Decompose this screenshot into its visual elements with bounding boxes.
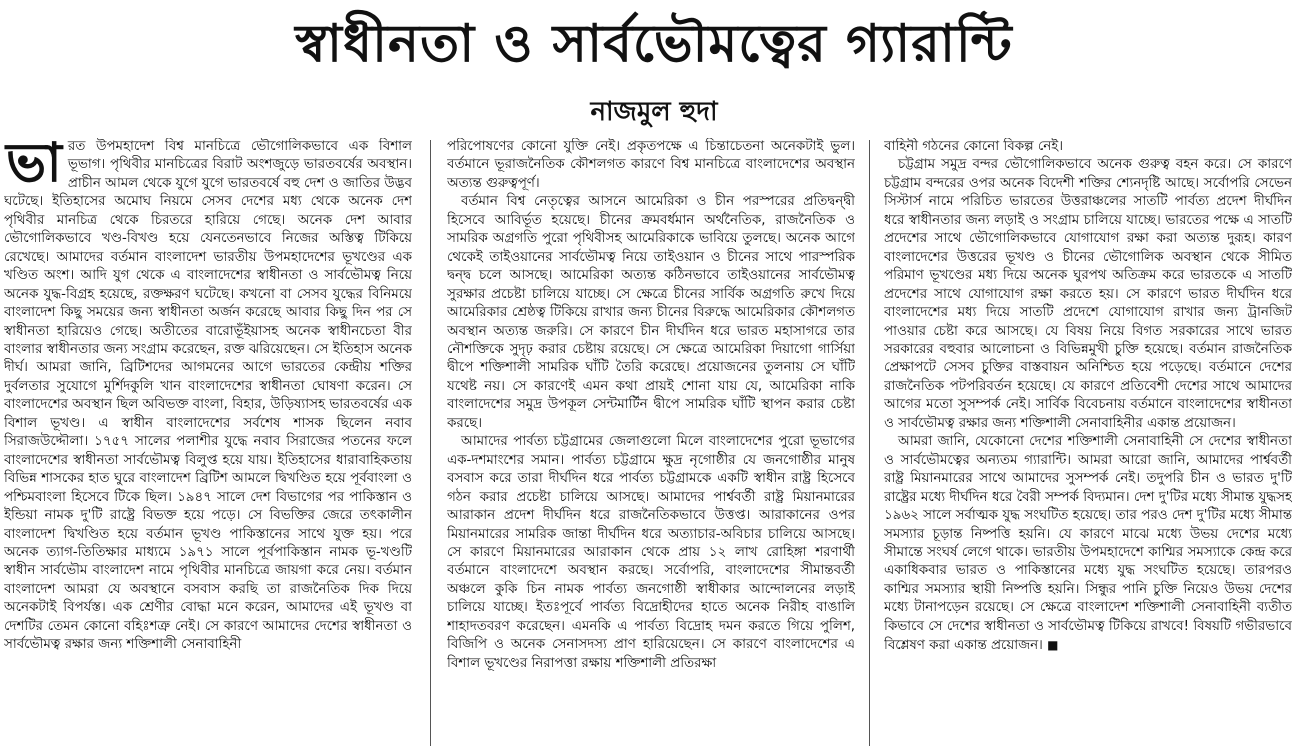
paragraph: বর্তমান বিশ্ব নেতৃত্বের আসনে আমেরিকা ও চীন পরস্পরের প্রতিদ্বন্দ্বী হিসেবে আবির্ভূত হয়েছে। চীনের ক্রমবর্ধমান অর্থনৈতিক, রাজনৈতিক ও সামরিক অগ্রগতি পুরো পৃথিবীসহ আমেরিকাকে ভাবিয়ে তুলছে। অনেক আগে থেকেই তাইওয়ানের সার্বভৌমত্ব নিয়ে তাইওয়ান ও চীনের সাথে পারস্পরিক দ্বন্দ্ব চলে আসছে। আমেরিকা অত্যন্ত কঠিনভাবে তাইওয়ানের সার্বভৌমত্ব সুরক্ষার প্রচেষ্টা চালিয়ে যাচ্ছে। সে ক্ষেত্রে চীনের সার্বিক অগ্রগতি রুখে দিয়ে আমেরিকার শ্রেষ্ঠত্ব টিকিয়ে রাখার জন্য চীনের বিরুদ্ধে আমেরিকার কৌশলগত অবস্থান অত্যন্ত জরুরি। সে কারণে চীন দীর্ঘদিন ধরে ভারত মহাসাগরে তার নৌশক্তিকে সুদৃঢ় করার চেষ্টায় রয়েছে। সে ক্ষেত্রে আমেরিকা দিয়াগো গার্সিয়া দ্বীপে শক্তিশালী সামরিক ঘাঁটি তৈরি করেছে। প্রয়োজনের তুলনায় সে ঘাঁটি যথেষ্ট নয়। সে কারণেই এমন কথা প্রায়ই শোনা যায় যে, আমেরিকা নাকি বাংলাদেশের সমুদ্র উপকূল সেন্টমার্টিন দ্বীপে সামরিক ঘাঁটি স্থাপন করার চেষ্টা করছে।: [447, 194, 855, 431]
paragraph: [884, 433, 1292, 655]
paragraph: পরিপোষণের কোনো যুক্তি নেই। প্রকৃতপক্ষে এ চিন্তাচেতনা অনেকটাই ভুল। বর্তমানে ভূরাজনৈতিক কৌশলগত কারণে বিশ্ব মানচিত্রে বাংলাদেশের অবস্থান অত্যন্ত গুরুত্বপূর্ণ।: [447, 139, 855, 191]
column-1: [4, 138, 412, 748]
paragraph: [4, 138, 412, 655]
column-divider: [869, 140, 870, 746]
article-title: স্বাধীনতা ও সার্বভৌমত্বের গ্যারান্টি: [295, 13, 1013, 74]
paragraph: আমাদের পার্বত্য চট্টগ্রামের জেলাগুলো মিলে বাংলাদেশের পুরো ভূভাগের এক-দশমাংশের সমান। পার্বত্য চট্টগ্রামে ক্ষুদ্র নৃগোষ্ঠীর যে জনগোষ্ঠীর মানুষ বসবাস করে তারা দীর্ঘদিন ধরে পার্বত্য চট্টগ্রামকে একটি স্বাধীন রাষ্ট্র হিসেবে গঠন করার প্রচেষ্টা চালিয়ে আসছে। আমাদের পার্শ্ববর্তী রাষ্ট্র মিয়ানমারের আরাকান প্রদেশ দীর্ঘদিন ধরে রাজনৈতিকভাবে উত্তপ্ত। আরাকানের ওপর মিয়ানমারের সামরিক জান্তা দীর্ঘদিন ধরে অত্যাচার-অবিচার চালিয়ে আসছে। সে কারণে মিয়ানমারের আরাকান থেকে প্রায় ১২ লাখ রোহিঙ্গা শরণার্থী বর্তমানে বাংলাদেশে অবস্থান করছে। সর্বোপরি, বাংলাদেশের সীমান্তবর্তী অঞ্চলে কুকি চিন নামক পার্বত্য জনগোষ্ঠী স্বাধীকার আন্দোলনের লড়াই চালিয়ে যাচ্ছে। ইতঃপূর্বে পার্বত্য বিদ্রোহীদের হাতে অনেক নিরীহ বাঙালি শাহাদতবরণ করেছেন। এমনকি এ পার্বত্য বিদ্রোহ দমন করতে গিয়ে পুলিশ, বিজিপি ও অনেক সেনাসদস্য প্রাণ হারিয়েছেন। সে কারণে বাংলাদেশের এ বিশাল ভূখণ্ডের নিরাপত্তা রক্ষায় শক্তিশালী প্রতিরক্ষা: [447, 434, 855, 671]
end-mark-icon: ■: [1047, 638, 1059, 653]
paragraph: বাহিনী গঠনের কোনো বিকল্প নেই।: [884, 139, 1064, 154]
paragraph-text: রত উপমহাদেশ বিশ্ব মানচিত্রে ভৌগোলিকভাবে এক বিশাল ভূভাগ। পৃথিবীর মানচিত্রের বিরাট অংশজুড়ে ভারতবর্ষের অবস্থান। প্রাচীন আমল থেকে যুগে যুগে ভারতবর্ষে বহু দেশ ও জাতির উদ্ভব ঘটেছে। ইতিহাসের অমোঘ নিয়মে সেসব দেশের মধ্য থেকে অনেক দেশ পৃথিবীর মানচিত্র থেকে চিরতরে হারিয়ে গেছে। অনেক দেশ আবার ভৌগোলিকভাবে খণ্ড-বিখণ্ড হয়ে যেনতেনভাবে নিজের অস্তিত্ব টিকিয়ে রেখেছে। আমাদের বর্তমান বাংলাদেশ ভারতীয় উপমহাদেশের ভূখণ্ডের এক খণ্ডিত অংশ। আদি যুগ থেকে এ বাংলাদেশের স্বাধীনতা ও সার্বভৌমত্ব নিয়ে অনেক যুদ্ধ-বিগ্রহ হয়েছে, রক্তক্ষরণ ঘটেছে। কখনো বা সেসব যুদ্ধের বিনিময়ে বাংলাদেশ কিছু সময়ের জন্য স্বাধীনতা অর্জন করেছে আবার কিছু দিন পর সে স্বাধীনতা হারিয়েও গেছে। অতীতের বারোভূঁইয়াসহ অনেক স্বাধীনচেতা বীর বাংলার স্বাধীনতার জন্য সংগ্রাম করেছেন, রক্ত ঝরিয়েছেন। সে ইতিহাস অনেক দীর্ঘ। আমরা জানি, ব্রিটিশদের আগমনের আগে ভারতের কেন্দ্রীয় শক্তির দুর্বলতার সুযোগে মুর্শিদকুলি খান বাংলাদেশের স্বাধীনতা ঘোষণা করেন। সে বাংলাদেশের অবস্থান ছিল অবিভক্ত বাংলা, বিহার, উড়িষ্যাসহ ভারতবর্ষের এক বিশাল ভূখণ্ড। এ স্বাধীন বাংলাদেশের সর্বশেষ শাসক ছিলেন নবাব সিরাজউদ্দৌলা। ১৭৫৭ সালের পলাশীর যুদ্ধে নবাব সিরাজের পতনের ফলে বাংলাদেশের স্বাধীনতা সার্বভৌমত্ব বিলুপ্ত হয়ে যায়। ইতিহাসের ধারাবাহিকতায় বিভিন্ন শাসকের হাত ঘুরে বাংলাদেশ ব্রিটিশ আমলে দ্বিখণ্ডিত হয়ে পূর্ববাংলা ও পশ্চিমবাংলা হিসেবে টিকে ছিল। ১৯৪৭ সালে দেশ বিভাগের পর পাকিস্তান ও ইন্ডিয়া নামক দু'টি রাষ্ট্রে বিভক্ত হয়ে পড়ে। সে বিভক্তির জেরে তৎকালীন বাংলাদেশ দ্বিখণ্ডিত হয়ে বর্তমান ভূখণ্ড পাকিস্তানের সাথে যুক্ত হয়। পরে অনেক ত্যাগ-তিতিক্ষার মাধ্যমে ১৯৭১ সালে পূর্বপাকিস্তান নামক ভূ-খণ্ডটি স্বাধীন সার্বভৌম বাংলাদেশ নামে পৃথিবীর মানচিত্রে জায়গা করে নেয়। বর্তমান বাংলাদেশ আমরা যে অবস্থানে বসবাস করছি তা রাজনৈতিক দিক দিয়ে অনেকটাই বিপর্যস্ত। এক শ্রেণীর বোদ্ধা মনে করেন, আমাদের এই ভূখণ্ড বা দেশটির তেমন কোনো বহিঃশত্রু নেই। সে কারণে আমাদের দেশের স্বাধীনতা ও সার্বভৌমত্ব রক্ষার জন্য শক্তিশালী সেনাবাহিনী: [4, 139, 412, 653]
paragraph-text: আমরা জানি, যেকোনো দেশের শক্তিশালী সেনাবাহিনী সে দেশের স্বাধীনতা ও সার্বভৌমত্বের অন্যতম গ্যারান্টি। আমরা আরো জানি, আমাদের পার্শ্ববর্তী রাষ্ট্র মিয়ানমারের সাথে আমাদের সুসম্পর্ক নেই। তদুপরি চীন ও ভারত দু'টি রাষ্ট্রের মধ্যে দীর্ঘদিন ধরে বৈরী সম্পর্ক বিদ্যমান। দেশ দু'টির মধ্যে সীমান্ত যুদ্ধসহ ১৯৬২ সালে সর্বাত্মক যুদ্ধ সংঘটিত হয়েছে। তার পরও দেশ দু'টির মধ্যে সীমান্ত সমস্যার চূড়ান্ত নিষ্পত্তি হয়নি। যে কারণে মাঝে মধ্যে উভয় দেশের মধ্যে সীমান্তে সংঘর্ষ লেগে থাকে। ভারতীয় উপমহাদেশে কাশ্মির সমস্যাকে কেন্দ্র করে একাধিকবার ভারত ও পাকিস্তানের মধ্যে যুদ্ধ সংঘটিত হয়েছে। তারপরও কাশ্মির সমস্যার স্থায়ী নিষ্পত্তি হয়নি। সিন্ধুর পানি চুক্তি নিয়েও উভয় দেশের মধ্যে টানাপড়েন রয়েছে। সে ক্ষেত্রে বাংলাদেশ শক্তিশালী সেনাবাহিনী ব্যতীত কিভাবে সে দেশের স্বাধীনতা ও সার্বভৌমত্ব টিকিয়ে রাখবে! বিষয়টি গভীরভাবে বিশ্লেষণ করা একান্ত প্রয়োজন।: [884, 434, 1292, 654]
drop-cap: ভা: [6, 138, 62, 194]
author-byline: নাজমুল হুদা: [590, 97, 718, 127]
column-2: [447, 138, 855, 748]
paragraph: চট্টগ্রাম সমুদ্র বন্দর ভৌগোলিকভাবে অনেক গুরুত্ব বহন করে। সে কারণে চট্টগ্রাম বন্দরের ওপর অনেক বিদেশী শক্তির শ্যেনদৃষ্টি আছে। সর্বোপরি সেভেন সিস্টার্স নামে পরিচিত ভারতের উত্তরাঞ্চলের সাতটি পার্বত্য প্রদেশ দীর্ঘদিন ধরে স্বাধীনতার জন্য লড়াই ও সংগ্রাম চালিয়ে যাচ্ছে। ভারতের পক্ষে এ সাতটি প্রদেশের সাথে ভৌগোলিকভাবে যোগাযোগ রক্ষা করা অত্যন্ত দুরূহ। কারণ বাংলাদেশের উত্তরের ভূখণ্ড ও চীনের ভৌগোলিক অবস্থান থেকে সীমিত পরিমাণ ভূখণ্ডের মধ্য দিয়ে অনেক ঘুরপথ অতিক্রম করে ভারতকে এ সাতটি প্রদেশের সাথে যোগাযোগ রক্ষা করতে হয়। সে কারণে ভারত দীর্ঘদিন ধরে বাংলাদেশের মধ্য দিয়ে সাতটি প্রদেশে যোগাযোগ রাখার জন্য ট্রানজিট পাওয়ার চেষ্টা করে আসছে। যে বিষয় নিয়ে বিগত সরকারের সাথে ভারত সরকারের বহুবার আলোচনা ও বিভিন্নমুখী চুক্তি হয়েছে। বর্তমান রাজনৈতিক প্রেক্ষাপটে সেসব চুক্তির বাস্তবায়ন অনিশ্চিত হয়ে পড়েছে। বর্তমানে দেশের রাজনৈতিক পটপরিবর্তন হয়েছে। যে কারণে প্রতিবেশী দেশের সাথে আমাদের আগের মতো সুসম্পর্ক নেই। সার্বিক বিবেচনায় বর্তমানে বাংলাদেশের স্বাধীনতা ও সার্বভৌমত্ব রক্ষার জন্য শক্তিশালী সেনাবাহিনীর একান্ত প্রয়োজন।: [884, 157, 1292, 431]
column-divider: [430, 140, 431, 746]
column-3: [884, 138, 1292, 748]
